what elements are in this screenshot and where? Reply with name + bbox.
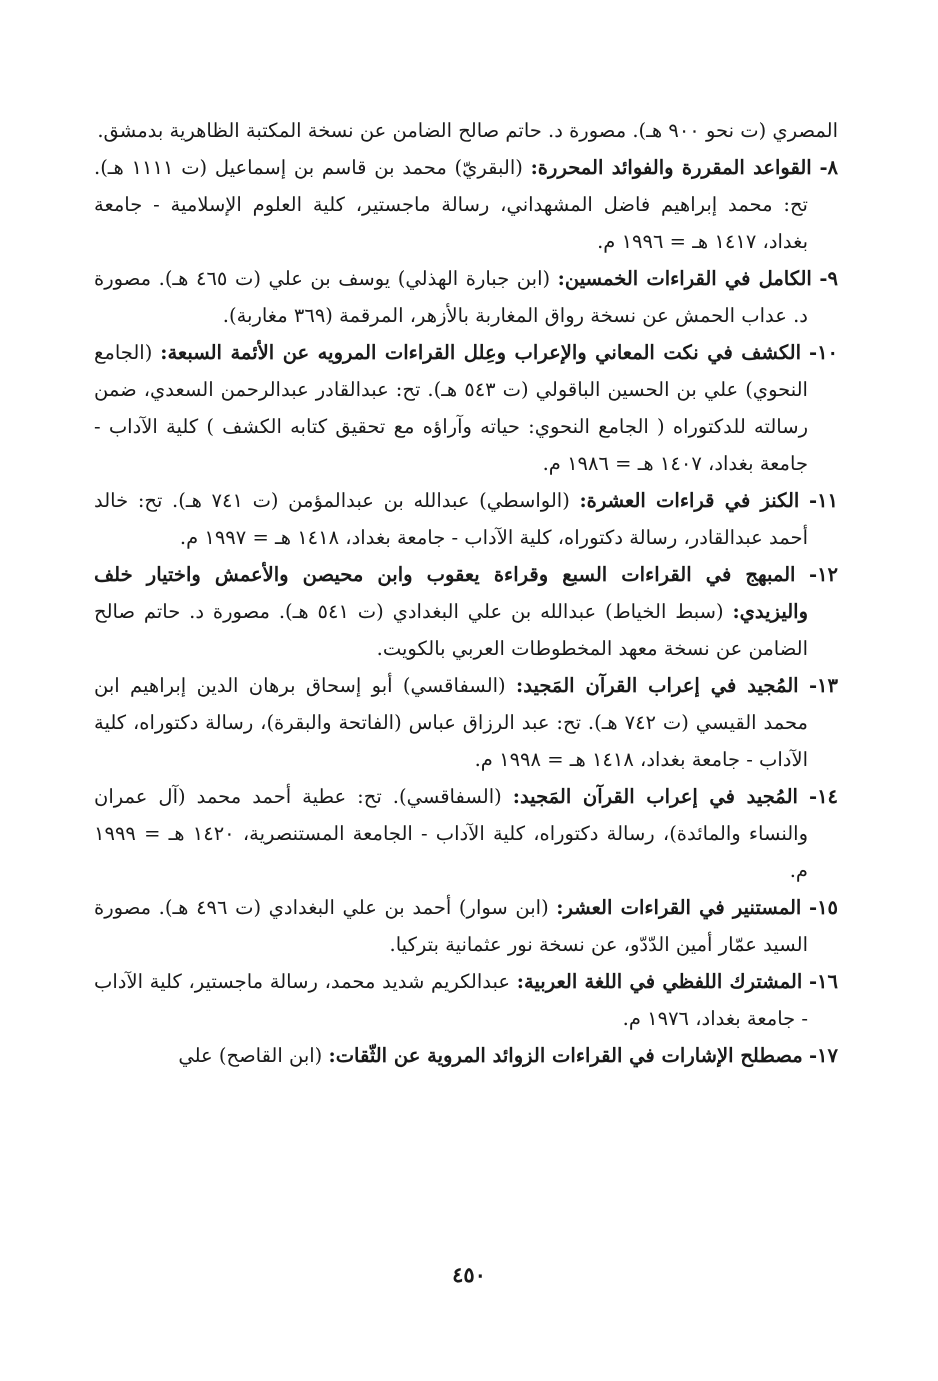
bibliography-entry-11: [94, 482, 838, 556]
entry-title: القواعد المقررة والفوائد المحررة:: [530, 156, 812, 179]
entry-body: (السفاقسي). تح: عطية أحمد محمد (آل عمران والنساء والمائدة)، رسالة دكتوراه، كلية الآداب - الجامعة المستنصرية، ١٤٢٠ هـ = ١٩٩٩ م.: [94, 785, 809, 882]
entry-body: (الجامع النحوي) علي بن الحسين الباقولي (ت ٥٤٣ هـ). تح: عبدالقادر عبدالرحمن السعدي، ضمن رسالته للدكتوراه ( الجامع النحوي: حياته وآراؤه مع تحقيق كتابه الكشف ) كلية الآداب - جامعة بغداد، ١٤٠٧ هـ = ١٩٨٦ م.: [94, 341, 808, 475]
entry-title: الكشف في نكت المعاني والإعراب وعِلل القراءات المرويه عن الأئمة السبعة:: [160, 341, 802, 364]
entry-number: ١١-: [808, 489, 839, 512]
bibliography-entry-12: [94, 556, 838, 667]
entry-number: ١٠-: [808, 341, 839, 364]
entry-body: (ابن سوار) أحمد بن علي البغدادي (ت ٤٩٦ هـ). مصورة السيد عمّار أمين الدّدّو، عن نسخة نور عثمانية بتركيا.: [94, 896, 808, 956]
bibliography-entry-17: [94, 1037, 838, 1074]
entry-number: ٨-: [819, 156, 839, 179]
entry-title: المُجيد في إعراب القرآن المَجيد:: [512, 785, 798, 808]
entry-body: (سبط الخياط) عبدالله بن علي البغدادي (ت ٥٤١ هـ). مصورة د. حاتم صالح الضامن عن نسخة معهد المخطوطات العربي بالكويت.: [94, 600, 808, 660]
entry-body: (ابن القاصح) علي: [178, 1044, 323, 1067]
entry-number: ١٢-: [808, 563, 839, 586]
bibliography-entry-13: [94, 667, 838, 778]
bibliography-entry-10: [94, 334, 838, 482]
entry-body: عبدالكريم شديد محمد، رسالة ماجستير، كلية الآداب - جامعة بغداد، ١٩٧٦ م.: [94, 970, 808, 1030]
bibliography-entry-8: [94, 149, 838, 260]
entry-title: الكامل في القراءات الخمسين:: [557, 267, 812, 290]
entry-number: ١٤-: [808, 785, 839, 808]
entry-title: المُجيد في إعراب القرآن المَجيد:: [516, 674, 799, 697]
page-body: [94, 112, 838, 1074]
entry-title: المستنير في القراءات العشر:: [556, 896, 802, 919]
continuation-paragraph: المصري (ت نحو ٩٠٠ هـ). مصورة د. حاتم صالح الضامن عن نسخة المكتبة الظاهرية بدمشق.: [97, 119, 838, 142]
entry-number: ١٦-: [808, 970, 838, 993]
entry-number: ١٥-: [808, 896, 839, 919]
entry-body: (البقريّ) محمد بن قاسم بن إسماعيل (ت ١١١١ هـ). تح: محمد إبراهيم فاضل المشهداني، رسالة ماجستير، كلية العلوم الإسلامية - جامعة بغداد، ١٤١٧ هـ = ١٩٩٦ م.: [94, 156, 808, 253]
bibliography-entry-9: [94, 260, 838, 334]
bibliography-entry-14: [94, 778, 838, 889]
entry-number: ١٧-: [808, 1044, 838, 1067]
bibliography-entry-16: [94, 963, 838, 1037]
entry-body: (ابن جبارة الهذلي) يوسف بن علي (ت ٤٦٥ هـ). مصورة د. عداب الحمش عن نسخة رواق المغاربة بالأزهر، المرقمة (٣٦٩ مغاربة).: [94, 267, 808, 327]
entry-number: ١٣-: [808, 674, 838, 697]
entry-body: (الواسطي) عبدالله بن عبدالمؤمن (ت ٧٤١ هـ). تح: خالد أحمد عبدالقادر، رسالة دكتوراه، كلية الآداب - جامعة بغداد، ١٤١٨ هـ = ١٩٩٧ م.: [94, 489, 808, 549]
page-number: ٤٥٠: [452, 1262, 486, 1287]
entry-title: المشترك اللفظي في اللغة العربية:: [516, 970, 803, 993]
entry-number: ٩-: [819, 267, 838, 290]
entry-title: المبهج في القراءات السبع وقراءة يعقوب وابن محيصن والأعمش واختيار خلف واليزيدي:: [94, 563, 809, 623]
entry-title: مصطلح الإشارات في القراءات الزوائد المروية عن الثّقات:: [328, 1044, 803, 1067]
entry-body: (السفاقسي) أبو إسحاق برهان الدين إبراهيم ابن محمد القيسي (ت ٧٤٢ هـ). تح: عبد الرزاق عباس (الفاتحة والبقرة)، رسالة دكتوراه، كلية الآداب - جامعة بغداد، ١٤١٨ هـ = ١٩٩٨ م.: [94, 674, 809, 771]
entry-title: الكنز في قراءات العشرة:: [579, 489, 800, 512]
bibliography-entry-15: [94, 889, 838, 963]
